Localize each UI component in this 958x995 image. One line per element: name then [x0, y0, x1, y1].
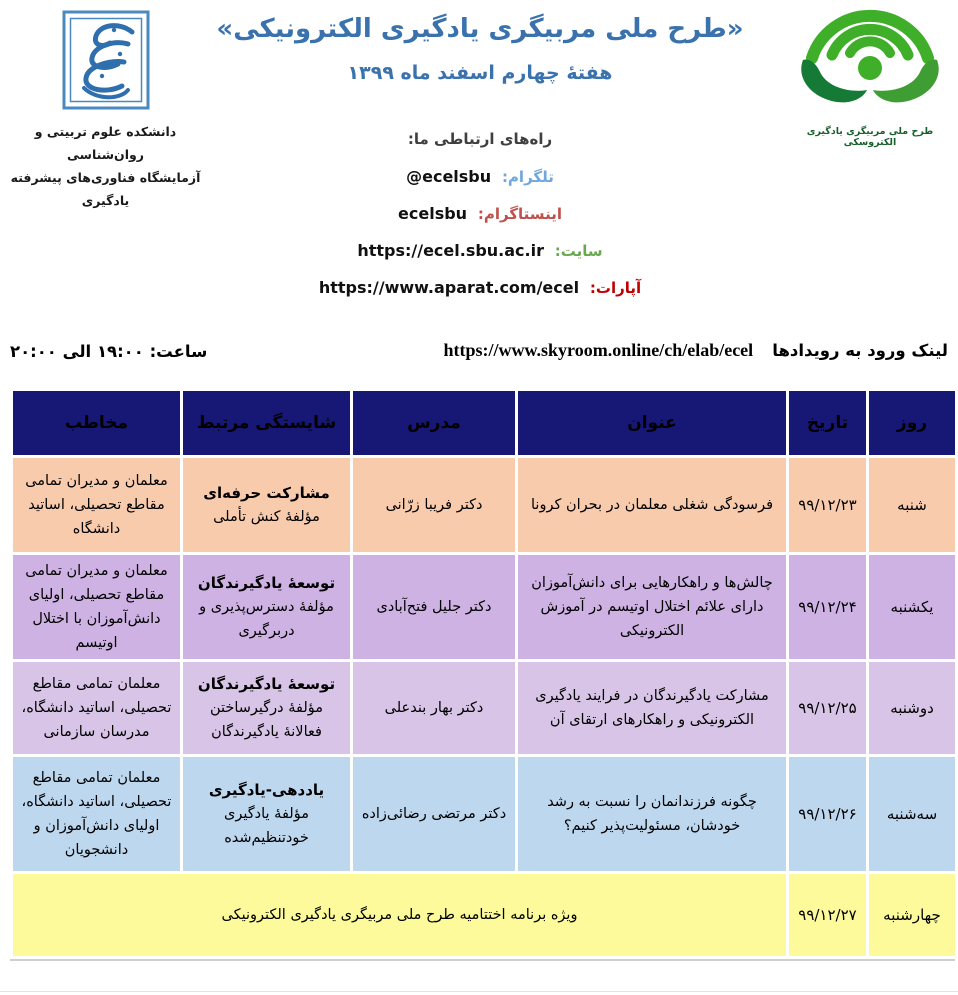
title-block: [160, 12, 800, 84]
competency-name: مشارکت حرفه‌ای: [203, 484, 330, 502]
event-link-group: [444, 340, 949, 361]
telegram-label: تلگرام:: [501, 168, 554, 186]
contact-block: [160, 130, 800, 314]
col-header-day: روز: [868, 390, 957, 457]
competency-cell: [182, 554, 352, 661]
table-row-wednesday: [12, 873, 957, 958]
day-cell: شنبه: [868, 457, 957, 554]
event-link-url: https://www.skyroom.online/ch/elab/ecel: [443, 340, 754, 360]
date-cell: ۹۹/۱۲/۲۷: [788, 873, 868, 958]
day-cell: یکشنبه: [868, 554, 957, 661]
competency-component: مؤلفهٔ کنش تأملی: [213, 509, 320, 525]
competency-cell: [182, 756, 352, 873]
instructor-cell: دکتر فریبا زرّانی: [352, 457, 517, 554]
page-title: «طرح ملی مربیگری یادگیری الکترونیکی»: [216, 14, 744, 44]
audience-cell: معلمان تمامی مقاطع تحصیلی، اساتید دانشگاه، مدرسان سازمانی: [12, 661, 182, 756]
session-time: ساعت: ۱۹:۰۰ الی ۲۰:۰۰: [10, 342, 208, 361]
title-cell: چگونه فرزندانمان را نسبت به رشد خودشان، مسئولیت‌پذیر کنیم؟: [517, 756, 788, 873]
competency-component: مؤلفهٔ درگیرساختن فعالانهٔ یادگیرندگان: [209, 700, 324, 740]
competency-component: مؤلفهٔ دسترس‌پذیری و دربرگیری: [199, 599, 334, 639]
instructor-cell: دکتر بهار بندعلی: [352, 661, 517, 756]
table-row-sunday: [12, 554, 957, 661]
date-cell: ۹۹/۱۲/۲۳: [788, 457, 868, 554]
audience-cell: معلمان و مدیران تمامی مقاطع تحصیلی، اولیای دانش‌آموزان با اختلال اوتیسم: [12, 554, 182, 661]
col-header-title: عنوان: [517, 390, 788, 457]
contact-line-website: [160, 240, 800, 262]
audience-cell: معلمان و مدیران تمامی مقاطع تحصیلی، اساتید دانشگاه: [12, 457, 182, 554]
schedule-table-wrap: [10, 388, 955, 961]
table-header-row: [12, 390, 957, 457]
competency-name: توسعهٔ یادگیرندگان: [197, 574, 336, 592]
website-url: https://ecel.sbu.ac.ir: [357, 241, 544, 260]
telegram-handle: @ecelsbu: [406, 167, 492, 186]
instagram-handle: ecelsbu: [398, 204, 468, 223]
bottom-divider: [0, 991, 958, 992]
event-link-label: لینک ورود به رویدادها: [772, 341, 948, 360]
col-header-audience: مخاطب: [12, 390, 182, 457]
competency-cell: [182, 661, 352, 756]
page-subtitle: هفتهٔ چهارم اسفند ماه ۱۳۹۹: [347, 62, 613, 84]
contact-line-instagram: [160, 203, 800, 225]
closing-event-cell: ویژه برنامه اختتامیه طرح ملی مربیگری یادگیری الکترونیکی: [12, 873, 788, 958]
date-cell: ۹۹/۱۲/۲۵: [788, 661, 868, 756]
contact-heading: راه‌های ارتباطی ما:: [407, 130, 553, 148]
competency-name: یاددهی-یادگیری: [208, 781, 325, 799]
competency-name: توسعهٔ یادگیرندگان: [197, 675, 336, 693]
info-bar: [10, 340, 948, 361]
ecel-logo-block: [788, 2, 952, 148]
sbu-caption-line1: دانشکده علوم تربیتی و روان‌شناسی: [34, 124, 177, 162]
date-cell: ۹۹/۱۲/۲۶: [788, 756, 868, 873]
col-header-instructor: مدرس: [352, 390, 517, 457]
aparat-label: آپارات:: [589, 279, 642, 297]
competency-component: مؤلفهٔ یادگیری خودتنظیم‌شده: [224, 806, 309, 846]
website-label: سایت:: [554, 242, 603, 260]
day-cell: دوشنبه: [868, 661, 957, 756]
contact-line-aparat: [160, 277, 800, 299]
sbu-caption-line2: آزمایشگاه فناوری‌های پیشرفته یادگیری: [10, 170, 201, 208]
table-row-monday: [12, 661, 957, 756]
instructor-cell: دکتر جلیل فتح‌آبادی: [352, 554, 517, 661]
instagram-label: اینستاگرام:: [477, 205, 562, 223]
audience-cell: معلمان تمامی مقاطع تحصیلی، اساتید دانشگاه، اولیای دانش‌آموزان و دانشجویان: [12, 756, 182, 873]
schedule-table: [10, 388, 958, 959]
instructor-cell: دکتر مرتضی رضائی‌زاده: [352, 756, 517, 873]
ecel-project-logo-icon: [795, 2, 945, 120]
day-cell: چهارشنبه: [868, 873, 957, 958]
competency-cell: [182, 457, 352, 554]
col-header-date: تاریخ: [788, 390, 868, 457]
title-cell: فرسودگی شغلی معلمان در بحران کرونا: [517, 457, 788, 554]
table-row-tuesday: [12, 756, 957, 873]
title-cell: مشارکت یادگیرندگان در فرایند یادگیری الکترونیکی و راهکارهای ارتقای آن: [517, 661, 788, 756]
aparat-url: https://www.aparat.com/ecel: [318, 278, 580, 297]
table-row-saturday: [12, 457, 957, 554]
title-cell: چالش‌ها و راهکارهایی برای دانش‌آموزان دارای علائم اختلال اوتیسم در آموزش الکترونیکی: [517, 554, 788, 661]
date-cell: ۹۹/۱۲/۲۴: [788, 554, 868, 661]
ecel-logo-caption: طرح ملی مربیگری یادگیری الکتروسکی: [806, 126, 934, 148]
day-cell: سه‌شنبه: [868, 756, 957, 873]
sbu-university-logo-icon: [62, 10, 150, 110]
col-header-competency: شایستگی مرتبط: [182, 390, 352, 457]
contact-line-telegram: [160, 166, 800, 188]
